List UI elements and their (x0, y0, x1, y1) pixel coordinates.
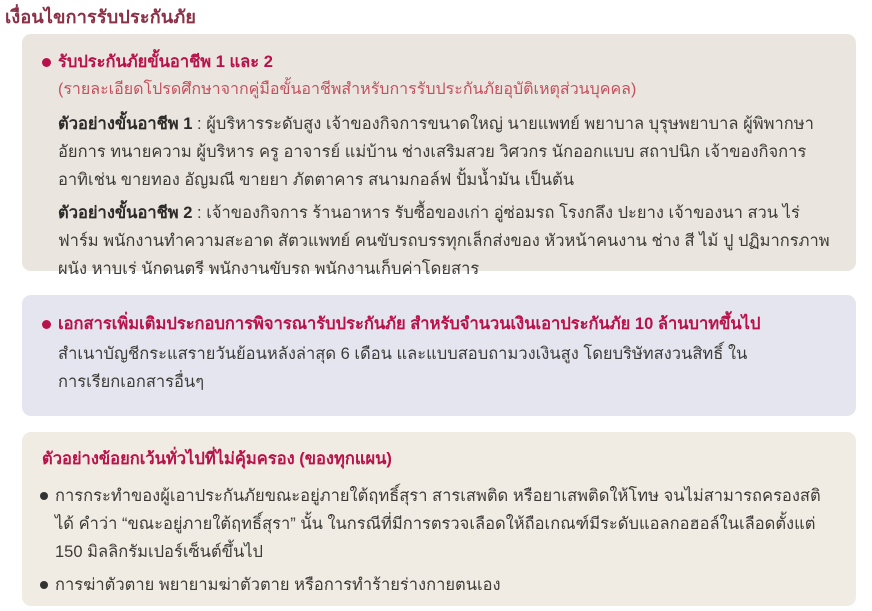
documents-body: สำเนาบัญชีกระแสรายวันย้อนหลังล่าสุด 6 เดือน และแบบสอบถามวงเงินสูง โดยบริษัทสงวนสิทธิ์ ในการเรียกเอกสารอื่นๆ (58, 345, 748, 391)
occupation-example-2-text: : เจ้าของกิจการ ร้านอาหาร รับซื้อของเก่า อู่ซ่อมรถ โรงกลึง ปะยาง เจ้าของนา สวน ไร่ ฟาร์ม พนักงานทำความสะอาด สัตวแพทย์ คนขับรถบรรทุกเล็กส่งของ หัวหน้าคนงาน ช่าง สี ไม้ ปู ปฏิมากรภาพผนัง หาบเร่ นักดนตรี พนักงานขับรถ พนักงานเก็บค่าโดยสาร (58, 204, 830, 278)
black-bullet-icon (40, 492, 48, 500)
occupation-example-1 (58, 110, 833, 194)
exclusion-item (40, 571, 836, 599)
documents-panel (22, 295, 856, 416)
occupation-heading: รับประกันภัยขั้นอาชีพ 1 และ 2 (58, 53, 273, 71)
documents-heading: เอกสารเพิ่มเติมประกอบการพิจารณารับประกันภัย สำหรับจำนวนเงินเอาประกันภัย 10 ล้านบาทขึ้นไป (58, 315, 761, 333)
occupation-panel (22, 34, 856, 278)
red-bullet-icon (42, 58, 51, 67)
documents-content (51, 311, 760, 396)
occupation-content (51, 49, 833, 288)
exclusion-item (40, 482, 836, 566)
red-bullet-icon (42, 320, 51, 329)
occupation-example-1-text: : ผู้บริหารระดับสูง เจ้าของกิจการขนาดใหญ่ นายแพทย์ พยาบาล บุรุษพยาบาล ผู้พิพากษา อัยการ ทนายความ ผู้บริหาร ครู อาจารย์ แม่บ้าน ช่างเสริมสวย วิศวกร นักออกแบบ สถาปนิก เจ้าของกิจการ อาทิเช่น ขายทอง อัญมณี ขายยา ภัตตาคาร สนามกอล์ฟ ปั้มน้ำมัน เป็นต้น (58, 115, 814, 189)
documents-bullet-row (42, 311, 836, 396)
occupation-example-2-label: ตัวอย่างขั้นอาชีพ 2 (58, 204, 193, 222)
exclusions-heading: ตัวอย่างข้อยกเว้นทั่วไปที่ไม่คุ้มครอง (ของทุกแผน) (42, 450, 392, 468)
page-title: เงื่อนไขการรับประกันภัย (5, 7, 197, 27)
occupation-bullet-row (42, 49, 836, 288)
exclusion-item-text: การกระทำของผู้เอาประกันภัยขณะอยู่ภายใต้ฤทธิ์สุรา สารเสพติด หรือยาเสพติดให้โทษ จนไม่สามารถครองสติได้ คำว่า “ขณะอยู่ภายใต้ฤทธิ์สุรา” นั้น ในกรณีที่มีการตรวจเลือดให้ถือเกณฑ์มีระดับแอลกอฮอล์ในเลือดตั้งแต่ 150 มิลลิกรัมเปอร์เซ็นต์ขึ้นไป (55, 487, 821, 561)
black-bullet-icon (40, 581, 48, 589)
exclusions-panel (22, 432, 856, 606)
occupation-example-2 (58, 199, 833, 283)
occupation-subheading: (รายละเอียดโปรดศึกษาจากคู่มือขั้นอาชีพสำหรับการรับประกันภัยอุบัติเหตุส่วนบุคคล) (58, 81, 637, 98)
exclusion-item-text: การฆ่าตัวตาย พยายามฆ่าตัวตาย หรือการทำร้ายร่างกายตนเอง (55, 576, 501, 594)
occupation-example-1-label: ตัวอย่างขั้นอาชีพ 1 (58, 115, 193, 133)
